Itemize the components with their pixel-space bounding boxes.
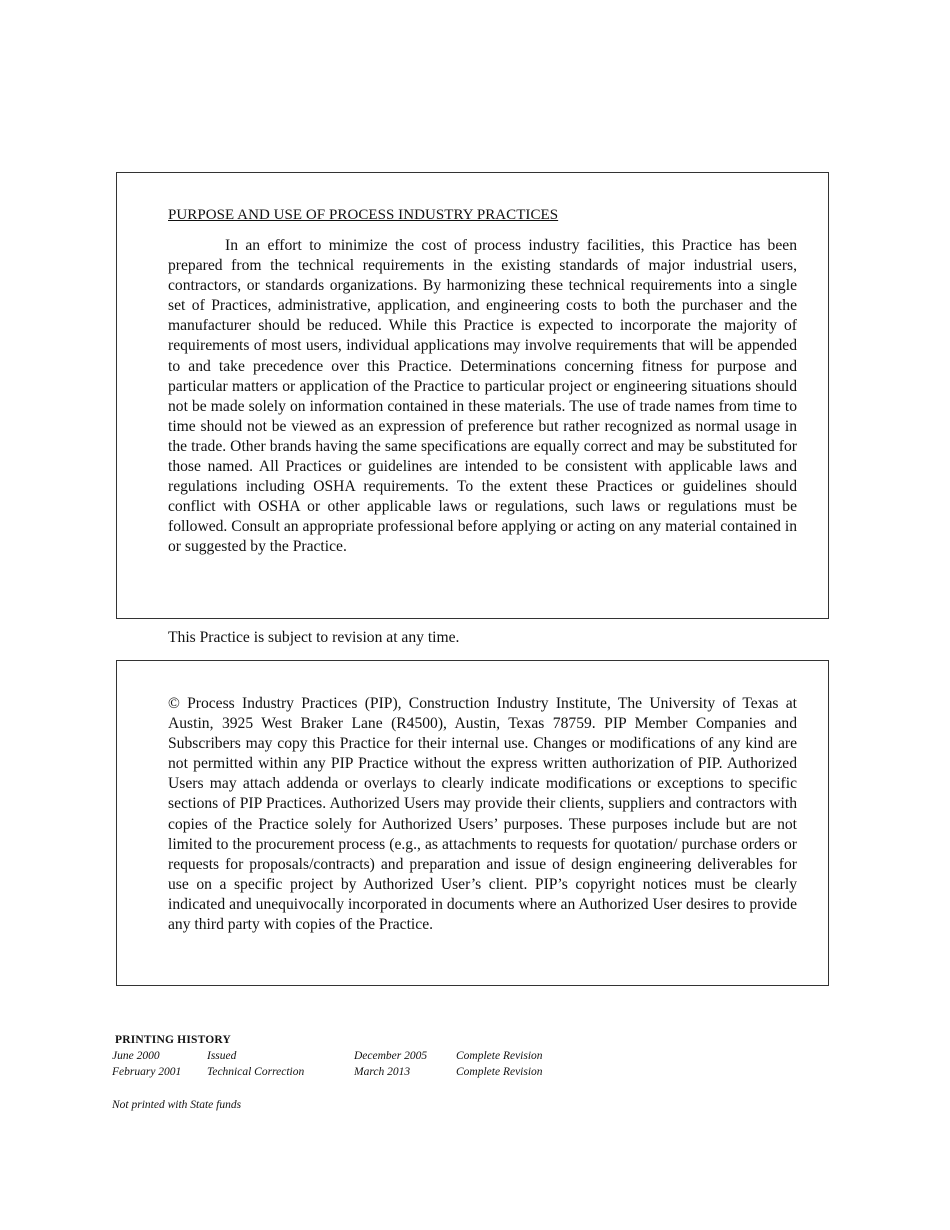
printing-history-row [112, 1048, 543, 1064]
history-date: February 2001 [112, 1066, 182, 1078]
purpose-box [116, 172, 829, 619]
footer-note: Not printed with State funds [112, 1099, 242, 1111]
copyright-paragraph: © Process Industry Practices (PIP), Construction Industry Institute, The University of Texas at Austin, 3925 West Braker Lane (R4500), Austin, Texas 78759. PIP Member Companies and Subscribers may copy this Practice for their internal use. Changes or modifications of any kind are not permitted within any PIP Practice without the express written authorization of PIP. Authorized Users may attach addenda or overlays to clearly indicate modifications or exceptions to specific sections of PIP Practices. Authorized Users may provide their clients, suppliers and contractors with copies of the Practice solely for Authorized Users’ purposes. These purposes include but are not limited to the procurement process (e.g., as attachments to requests for quotation/ purchase orders or requests for proposals/contracts) and preparation and issue of design engineering deliverables for use on a specific project by Authorized User’s client. PIP’s copyright notices must be clearly indicated and unequivocally incorporated in documents where an Authorized User desires to provide any third party with copies of the Practice. [168, 695, 797, 934]
history-event: Complete Revision [456, 1066, 543, 1078]
printing-history-row [112, 1064, 543, 1080]
history-date: June 2000 [112, 1050, 160, 1062]
history-event: Complete Revision [456, 1050, 543, 1062]
purpose-heading: PURPOSE AND USE OF PROCESS INDUSTRY PRACTICES [168, 207, 559, 223]
purpose-content [168, 205, 797, 558]
history-event: Technical Correction [207, 1066, 305, 1078]
history-date: March 2013 [354, 1066, 411, 1078]
purpose-paragraph: In an effort to minimize the cost of process industry facilities, this Practice has been prepared from the technical requirements in the existing standards of major industrial users, contractors, or standards organizations. By harmonizing these technical requirements into a single set of Practices, administrative, application, and engineering costs to both the purchaser and the manufacturer should be reduced. While this Practice is expected to incorporate the majority of requirements of most users, individual applications may involve requirements that will be appended to and take precedence over this Practice. Determinations concerning fitness for purpose and particular matters or application of the Practice to particular project or engineering situations should not be made solely on information contained in these materials. The use of trade names from time to time should not be viewed as an expression of preference but rather recognized as normal usage in the trade. Other brands having the same specifications are equally correct and may be substituted for those named. All Practices or guidelines are intended to be consistent with applicable laws and regulations including OSHA requirements. To the extent these Practices or guidelines should conflict with OSHA or other applicable laws or regulations, such laws or regulations must be followed. Consult an appropriate professional before applying or acting on any material contained in or suggested by the Practice. [168, 237, 797, 556]
copyright-box [116, 660, 829, 986]
printing-history-title: PRINTING HISTORY [115, 1034, 232, 1046]
revision-note: This Practice is subject to revision at any time. [168, 629, 460, 646]
history-event: Issued [207, 1050, 237, 1062]
copyright-content [168, 694, 797, 935]
history-date: December 2005 [354, 1050, 428, 1062]
printing-history [112, 1033, 543, 1080]
